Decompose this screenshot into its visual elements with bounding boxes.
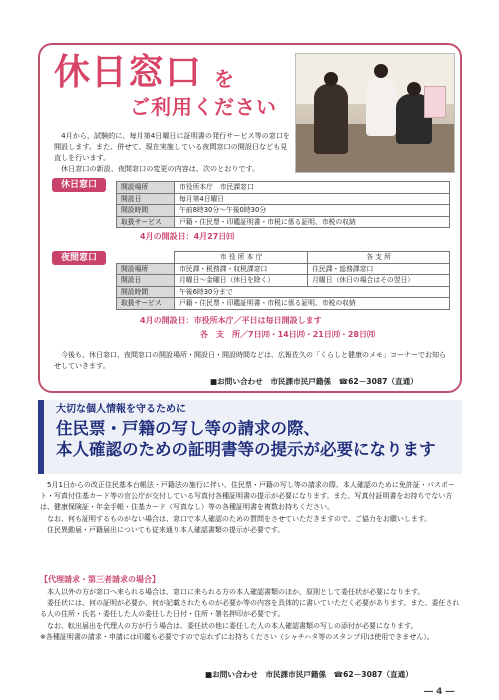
intro-paragraph: 4月から、試験的に、毎月第4日曜日に証明書の発行サービス等の窓口を開設します。また、併せて、現在実施している夜間窓口の開設日なども見直しを行います。 <box>54 131 291 162</box>
section-title <box>56 418 436 461</box>
contact-info: ■お問い合わせ 市民課市民戸籍係 ☎62－3087（直通） <box>205 670 413 679</box>
section-kicker: 大切な個人情報を守るために <box>56 404 186 415</box>
paragraph: なお、何も証明するものがない場合は、窓口で本人確認のための質問をさせていただきますので、ご協力をお願いします。 <box>47 514 432 523</box>
table-row: 開設時間 午前8時30分～午後0時30分 <box>117 205 450 217</box>
night-window-tag: 夜間窓口 <box>52 251 106 265</box>
holiday-window-section <box>38 43 462 393</box>
paragraph: なお、転出届出を代理人の方が行う場合は、委任状の他に委任した人の本人確認書類の写しの添付が必要になります。 <box>47 621 418 630</box>
personal-info-body <box>40 480 462 536</box>
holiday-window-table <box>116 181 450 228</box>
page-number: ― 4 ― <box>424 687 455 697</box>
paragraph: ※各種証明書の請求・申請には印鑑も必要ですので忘れずにお持ちください（シャチハタ等のスタンプ印は使用できません）。 <box>40 632 434 641</box>
paragraph: 5月1日からの改正住民基本台帳法・戸籍法の施行に伴い、住民票・戸籍の写し等の請求の際、本人確認のために免許証・パスポート・写真付住基カード等の官公庁が交付している写真付各種証明書の提示が必要になります。また、写真付証明書をお持ちでない方は、健康保険証・年金手帳・住基カード（写真なし）等の各種証明書を複数お持ちください。 <box>40 481 455 512</box>
title-line: 本人確認のための証明書等の提示が必要になります <box>56 440 436 460</box>
night-window-table <box>116 251 450 310</box>
table-row: 取扱サービス 戸籍・住民票・印鑑証明書・市税に係る証明、市税の収納 <box>117 216 450 228</box>
table-row: 開設日 毎月第4日曜日 <box>117 193 450 205</box>
night-open-date-line1: 4月の開設日：市役所本庁／平日は毎日開設します <box>140 316 322 325</box>
paragraph: 住民異動届・戸籍届出についても従来通り本人確認書類の提示が必要です。 <box>47 525 285 534</box>
proxy-request-body <box>40 587 462 643</box>
intro-paragraph: 休日窓口の新設、夜間窓口の変更の内容は、次のとおりです。 <box>61 163 260 173</box>
title-line: 住民票・戸籍の写し等の請求の際、 <box>56 419 320 438</box>
title-particle: を <box>214 67 234 91</box>
table-row: 開設日 月曜日～金曜日（休日を除く） 月曜日（休日の場合はその翌日） <box>117 275 450 287</box>
table-row: 市 役 所 本 庁 各 支 所 <box>117 252 450 264</box>
paragraph: 本人以外の方が窓口へ来られる場合は、窓口に来られる方の本人確認書類のほか、原則として委任状が必要になります。 <box>47 588 425 596</box>
table-row: 開設場所 市民課・税務課・収税課窓口 住民課・総務課窓口 <box>117 263 450 275</box>
table-row: 取扱サービス 戸籍・住民票・印鑑証明書・市税に係る証明、市税の収納 <box>117 298 450 310</box>
table-row: 開設場所 市役所本庁 市民課窓口 <box>117 182 450 194</box>
section-title: 休日窓口 <box>54 52 203 93</box>
section-subtitle: ご利用ください <box>130 95 277 119</box>
intro-text <box>54 131 292 175</box>
counter-photo <box>295 53 455 173</box>
contact-info: ■お問い合わせ 市民課市民戸籍係 ☎62－3087（直通） <box>210 377 418 386</box>
personal-info-header <box>38 400 462 474</box>
night-open-date-line2: 各 支 所／7日㈪・14日㈪・21日㈪・28日㈪ <box>200 330 375 339</box>
table-row: 開設時間 午後6時30分まで <box>117 286 450 298</box>
future-notice: 今後も、休日窓口、夜間窓口の開設場所・開設日・開設時間などは、広報佐久の「くらしと健康のメモ」コーナーでお知らせしていきます。 <box>54 351 446 370</box>
holiday-window-tag: 休日窓口 <box>52 178 106 192</box>
paragraph: 委任状には、何の証明が必要か、何が記載されたものが必要か等の内容を具体的に書いていただく必要があります。また、委任される人の住所・氏名・委任した人の委任した日付・住所・署名押印が必要です。 <box>40 599 460 619</box>
holiday-open-date: 4月の開設日：4月27日㈰ <box>140 232 235 241</box>
proxy-request-heading: 【代理請求・第三者請求の場合】 <box>40 575 160 584</box>
